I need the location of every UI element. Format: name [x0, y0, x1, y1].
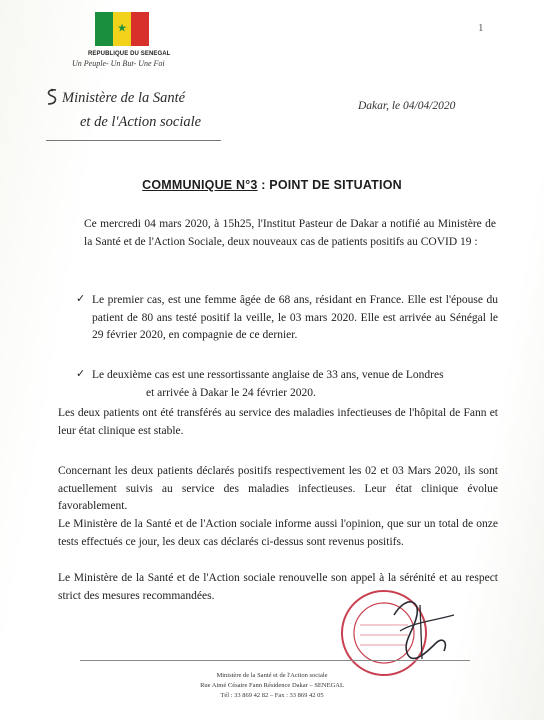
- footer-divider: [80, 660, 470, 661]
- communique-title: [0, 178, 544, 192]
- dateline: Dakar, le 04/04/2020: [358, 100, 456, 112]
- senegal-flag-icon: ★: [95, 12, 149, 46]
- official-stamp-icon: [336, 585, 462, 681]
- national-motto: Un Peuple- Un But- Une Foi: [72, 59, 165, 68]
- ministry-name-line1: Ministère de la Santé: [62, 90, 186, 106]
- ministry-name-line2: et de l'Action sociale: [80, 114, 202, 130]
- bullet-case-two-line1: Le deuxième cas est une ressortissante anglaise de 33 ans, venue de Londres: [92, 369, 444, 381]
- bullet-case-two: [92, 367, 498, 402]
- header-divider: [46, 140, 221, 141]
- tests-paragraph: Le Ministère de la Santé et de l'Action sociale informe aussi l'opinion, que sur un total de onze tests effectués ce jour, les deux cas déclarés ci-dessus sont revenus positifs.: [58, 518, 498, 548]
- appeal-paragraph: Le Ministère de la Santé et de l'Action sociale renouvelle son appel à la sérénité et au respect strict des mesures recommandées.: [58, 572, 498, 602]
- footer-ministry: Ministère de la Santé et de l'Action sociale: [216, 672, 328, 679]
- footer-contact: Tél : 33 869 42 82 – Fax : 33 869 42 05: [220, 692, 324, 699]
- communique-number: COMMUNIQUE N°3: [142, 178, 258, 192]
- republic-label: REPUBLIQUE DU SENEGAL: [88, 51, 171, 57]
- intro-paragraph: Ce mercredi 04 mars 2020, à 15h25, l'Institut Pasteur de Dakar a notifié au Ministère de la Santé et de l'Action Sociale, deux nouveaux cas de patients positifs au COVID 19 :: [84, 218, 496, 248]
- bullet-case-one: Le premier cas, est une femme âgée de 68 ans, résidant en France. Elle est l'épouse du patient de 80 ans testé positif la veille, le 03 mars 2020. Elle est arrivée au Sénégal le 29 février 2020, en compagnie de ce dernier.: [92, 294, 498, 341]
- communique-subject: : POINT DE SITUATION: [257, 178, 402, 192]
- follow-up-paragraph: Concernant les deux patients déclarés positifs respectivement les 02 et 03 Mars 2020, ils sont actuellement suivis au service des maladies infectieuses. Leur état clinique évolue favorablement.: [58, 465, 498, 512]
- checkmark-icon: ✓: [76, 293, 86, 305]
- checkmark-icon: ✓: [76, 368, 86, 380]
- transfer-paragraph: Les deux patients ont été transférés au service des maladies infectieuses de l'hôpital de Fann et leur état clinique est stable.: [58, 407, 498, 437]
- bullet-case-two-line2: et arrivée à Dakar le 24 février 2020.: [146, 386, 316, 399]
- ministry-emblem-icon: [44, 88, 60, 106]
- footer-address: Rue Aimé Césaire Fann Résidence Dakar – SENEGAL: [200, 682, 344, 689]
- page-number: 1: [478, 22, 484, 34]
